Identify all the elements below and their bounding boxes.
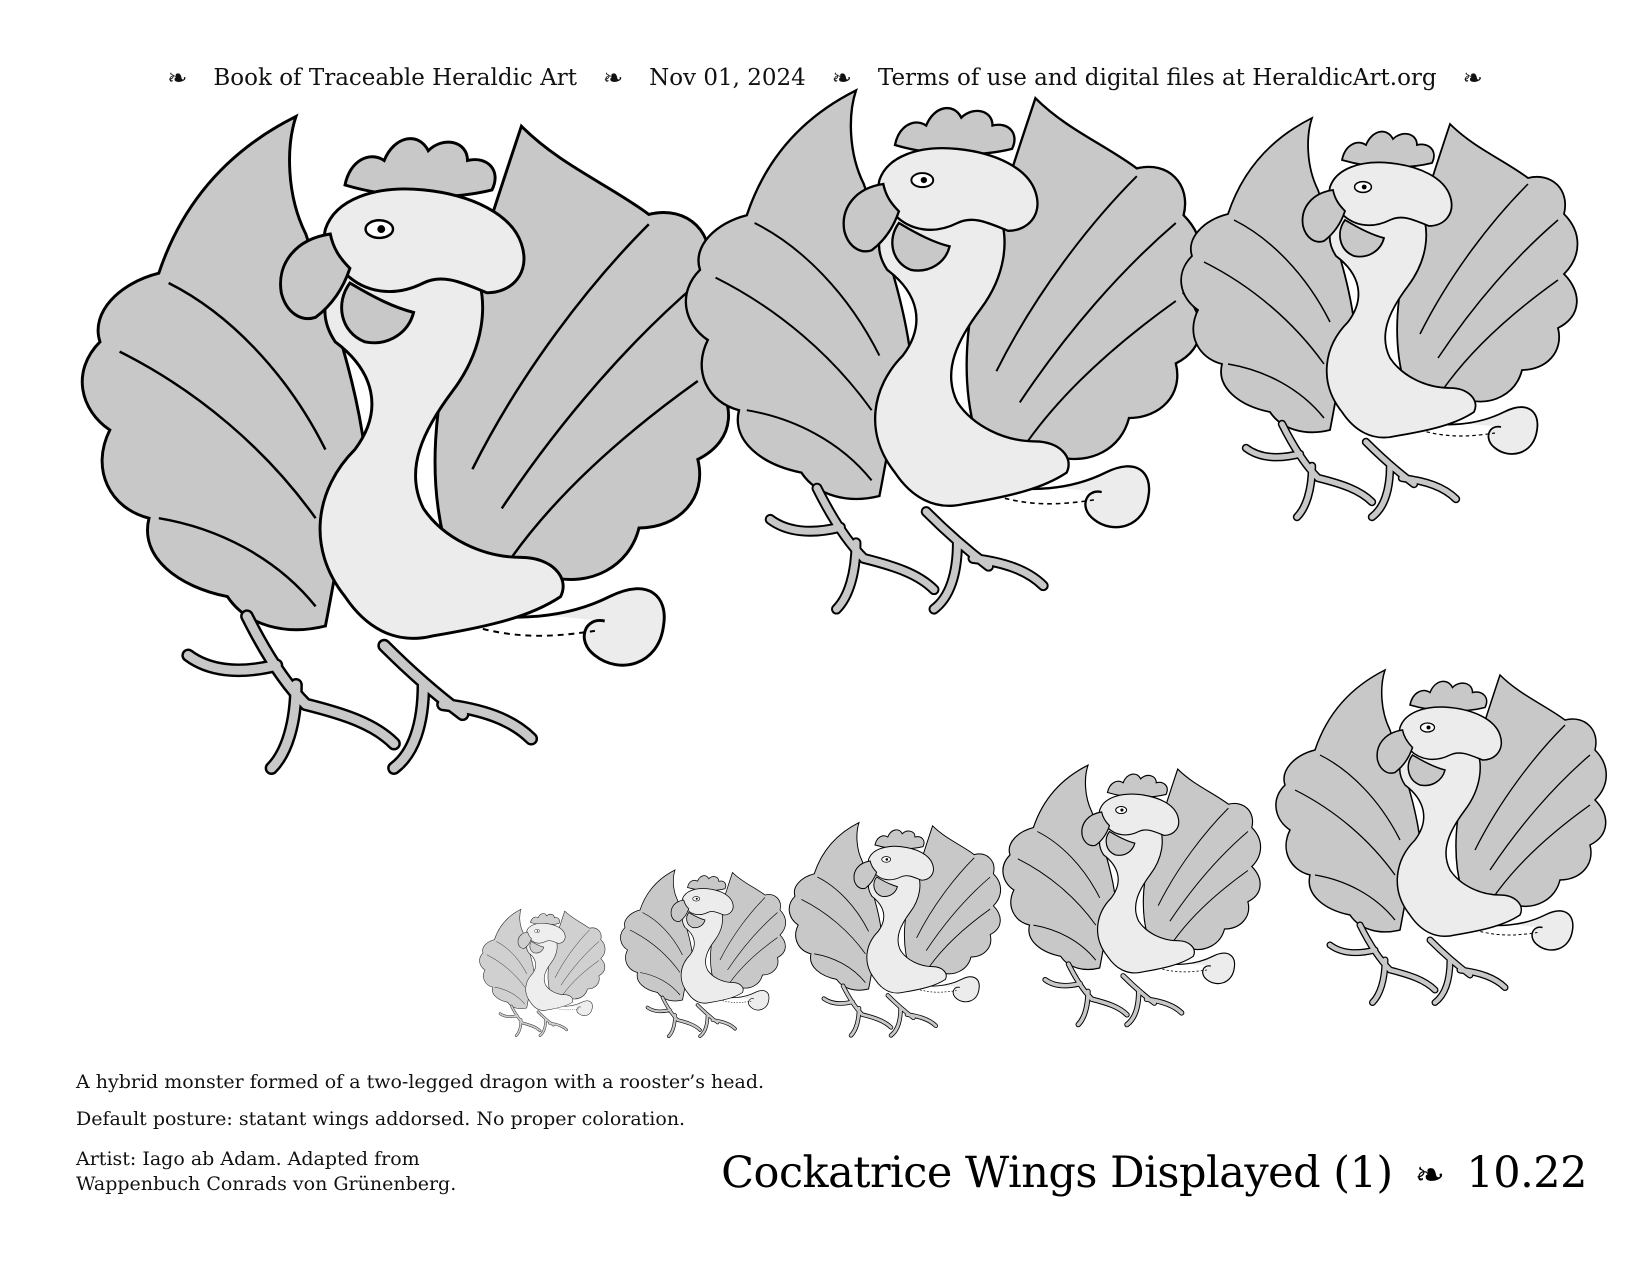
description-artist: Artist: Iago ab Adam. Adapted from Wappenbuch Conrads von Grünenberg. <box>76 1148 457 1195</box>
description-posture: Default posture: statant wings addorsed. No proper coloration. <box>76 1108 686 1130</box>
fleuron-icon: ❧ <box>1414 1155 1445 1196</box>
plate-title: Cockatrice Wings Displayed (1) <box>721 1148 1393 1198</box>
cockatrice-medium-1 <box>686 90 1201 609</box>
description-definition: A hybrid monster formed of a two-legged dragon with a rooster’s head. <box>76 1071 765 1093</box>
fleuron-icon: ❧ <box>602 64 624 92</box>
cockatrice-small-5 <box>1276 670 1606 1003</box>
fleuron-icon: ❧ <box>831 64 852 92</box>
publication-date: Nov 01, 2024 <box>649 65 806 91</box>
book-title: Book of Traceable Heraldic Art <box>213 65 577 91</box>
cockatrice-medium-2 <box>1181 118 1577 517</box>
cockatrice-small-1 <box>480 909 606 1035</box>
cockatrice-small-4 <box>1003 765 1261 1024</box>
plate-number: 10.22 <box>1466 1148 1587 1198</box>
cockatrice-large <box>82 116 729 768</box>
terms-link[interactable]: Terms of use and digital files at HeraldicArt.org <box>877 65 1437 91</box>
fleuron-icon: ❧ <box>1462 64 1483 92</box>
cockatrice-small-2 <box>620 870 785 1036</box>
fleuron-icon: ❧ <box>167 64 188 92</box>
cockatrice-small-3 <box>789 823 1000 1036</box>
plate-title-block <box>721 1148 1587 1198</box>
